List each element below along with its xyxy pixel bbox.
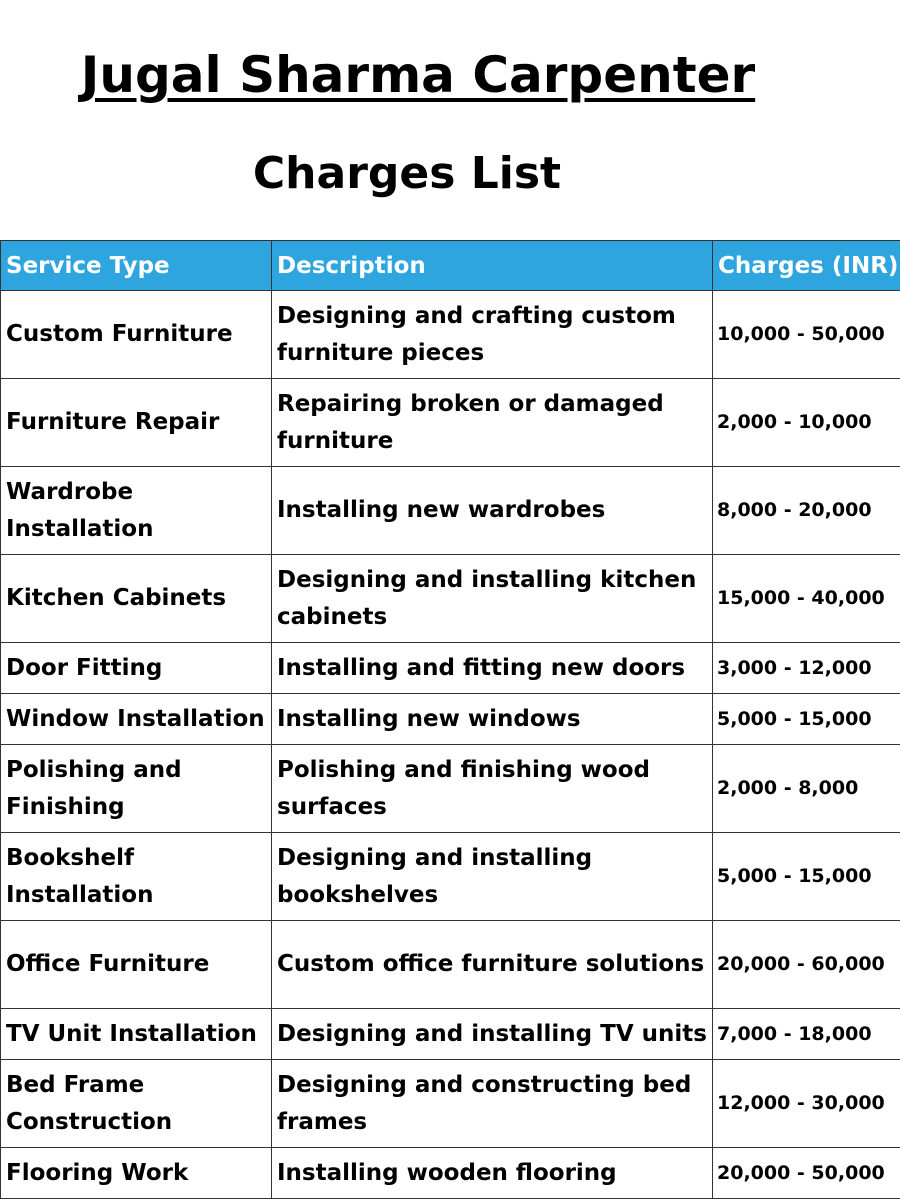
charges-cell: 12,000 - 30,000 <box>713 1060 900 1148</box>
table-row <box>1 1009 900 1060</box>
charges-cell: 7,000 - 18,000 <box>713 1009 900 1060</box>
table-header-row <box>1 241 900 291</box>
charges-cell: 20,000 - 50,000 <box>713 1148 900 1199</box>
table-row <box>1 694 900 745</box>
description-cell: Installing new wardrobes <box>272 467 713 555</box>
service-type-cell: Door Fitting <box>1 643 272 694</box>
description-cell: Designing and installing kitchen cabinets <box>272 555 713 643</box>
charges-cell: 5,000 - 15,000 <box>713 833 900 921</box>
page-title: Jugal Sharma Carpenter <box>80 46 756 104</box>
description-cell: Designing and crafting custom furniture pieces <box>272 291 713 379</box>
table-row <box>1 379 900 467</box>
service-type-cell: Bookshelf Installation <box>1 833 272 921</box>
service-type-cell: Office Furniture <box>1 921 272 1009</box>
service-type-cell: Wardrobe Installation <box>1 467 272 555</box>
charges-cell: 2,000 - 10,000 <box>713 379 900 467</box>
service-type-cell: TV Unit Installation <box>1 1009 272 1060</box>
description-cell: Designing and constructing bed frames <box>272 1060 713 1148</box>
table-row <box>1 745 900 833</box>
description-cell: Designing and installing bookshelves <box>272 833 713 921</box>
service-type-cell: Furniture Repair <box>1 379 272 467</box>
description-cell: Repairing broken or damaged furniture <box>272 379 713 467</box>
service-type-cell: Kitchen Cabinets <box>1 555 272 643</box>
table-row <box>1 921 900 1009</box>
service-type-cell: Custom Furniture <box>1 291 272 379</box>
description-cell: Designing and installing TV units <box>272 1009 713 1060</box>
service-type-cell: Window Installation <box>1 694 272 745</box>
charges-cell: 15,000 - 40,000 <box>713 555 900 643</box>
table-row <box>1 291 900 379</box>
description-cell: Installing new windows <box>272 694 713 745</box>
charges-cell: 5,000 - 15,000 <box>713 694 900 745</box>
charges-table <box>0 240 900 1199</box>
table-row <box>1 1060 900 1148</box>
table-row <box>1 643 900 694</box>
page-subtitle: Charges List <box>252 148 562 199</box>
charges-cell: 3,000 - 12,000 <box>713 643 900 694</box>
table-row <box>1 833 900 921</box>
charges-cell: 10,000 - 50,000 <box>713 291 900 379</box>
service-type-cell: Flooring Work <box>1 1148 272 1199</box>
table-row <box>1 1148 900 1199</box>
table-row <box>1 467 900 555</box>
charges-cell: 20,000 - 60,000 <box>713 921 900 1009</box>
description-cell: Installing wooden flooring <box>272 1148 713 1199</box>
description-cell: Custom office furniture solutions <box>272 921 713 1009</box>
charges-cell: 2,000 - 8,000 <box>713 745 900 833</box>
service-type-cell: Bed Frame Construction <box>1 1060 272 1148</box>
charges-cell: 8,000 - 20,000 <box>713 467 900 555</box>
description-cell: Installing and fitting new doors <box>272 643 713 694</box>
column-header-charges: Charges (INR) <box>713 241 900 291</box>
column-header-service-type: Service Type <box>1 241 272 291</box>
service-type-cell: Polishing and Finishing <box>1 745 272 833</box>
table-row <box>1 555 900 643</box>
description-cell: Polishing and finishing wood surfaces <box>272 745 713 833</box>
column-header-description: Description <box>272 241 713 291</box>
